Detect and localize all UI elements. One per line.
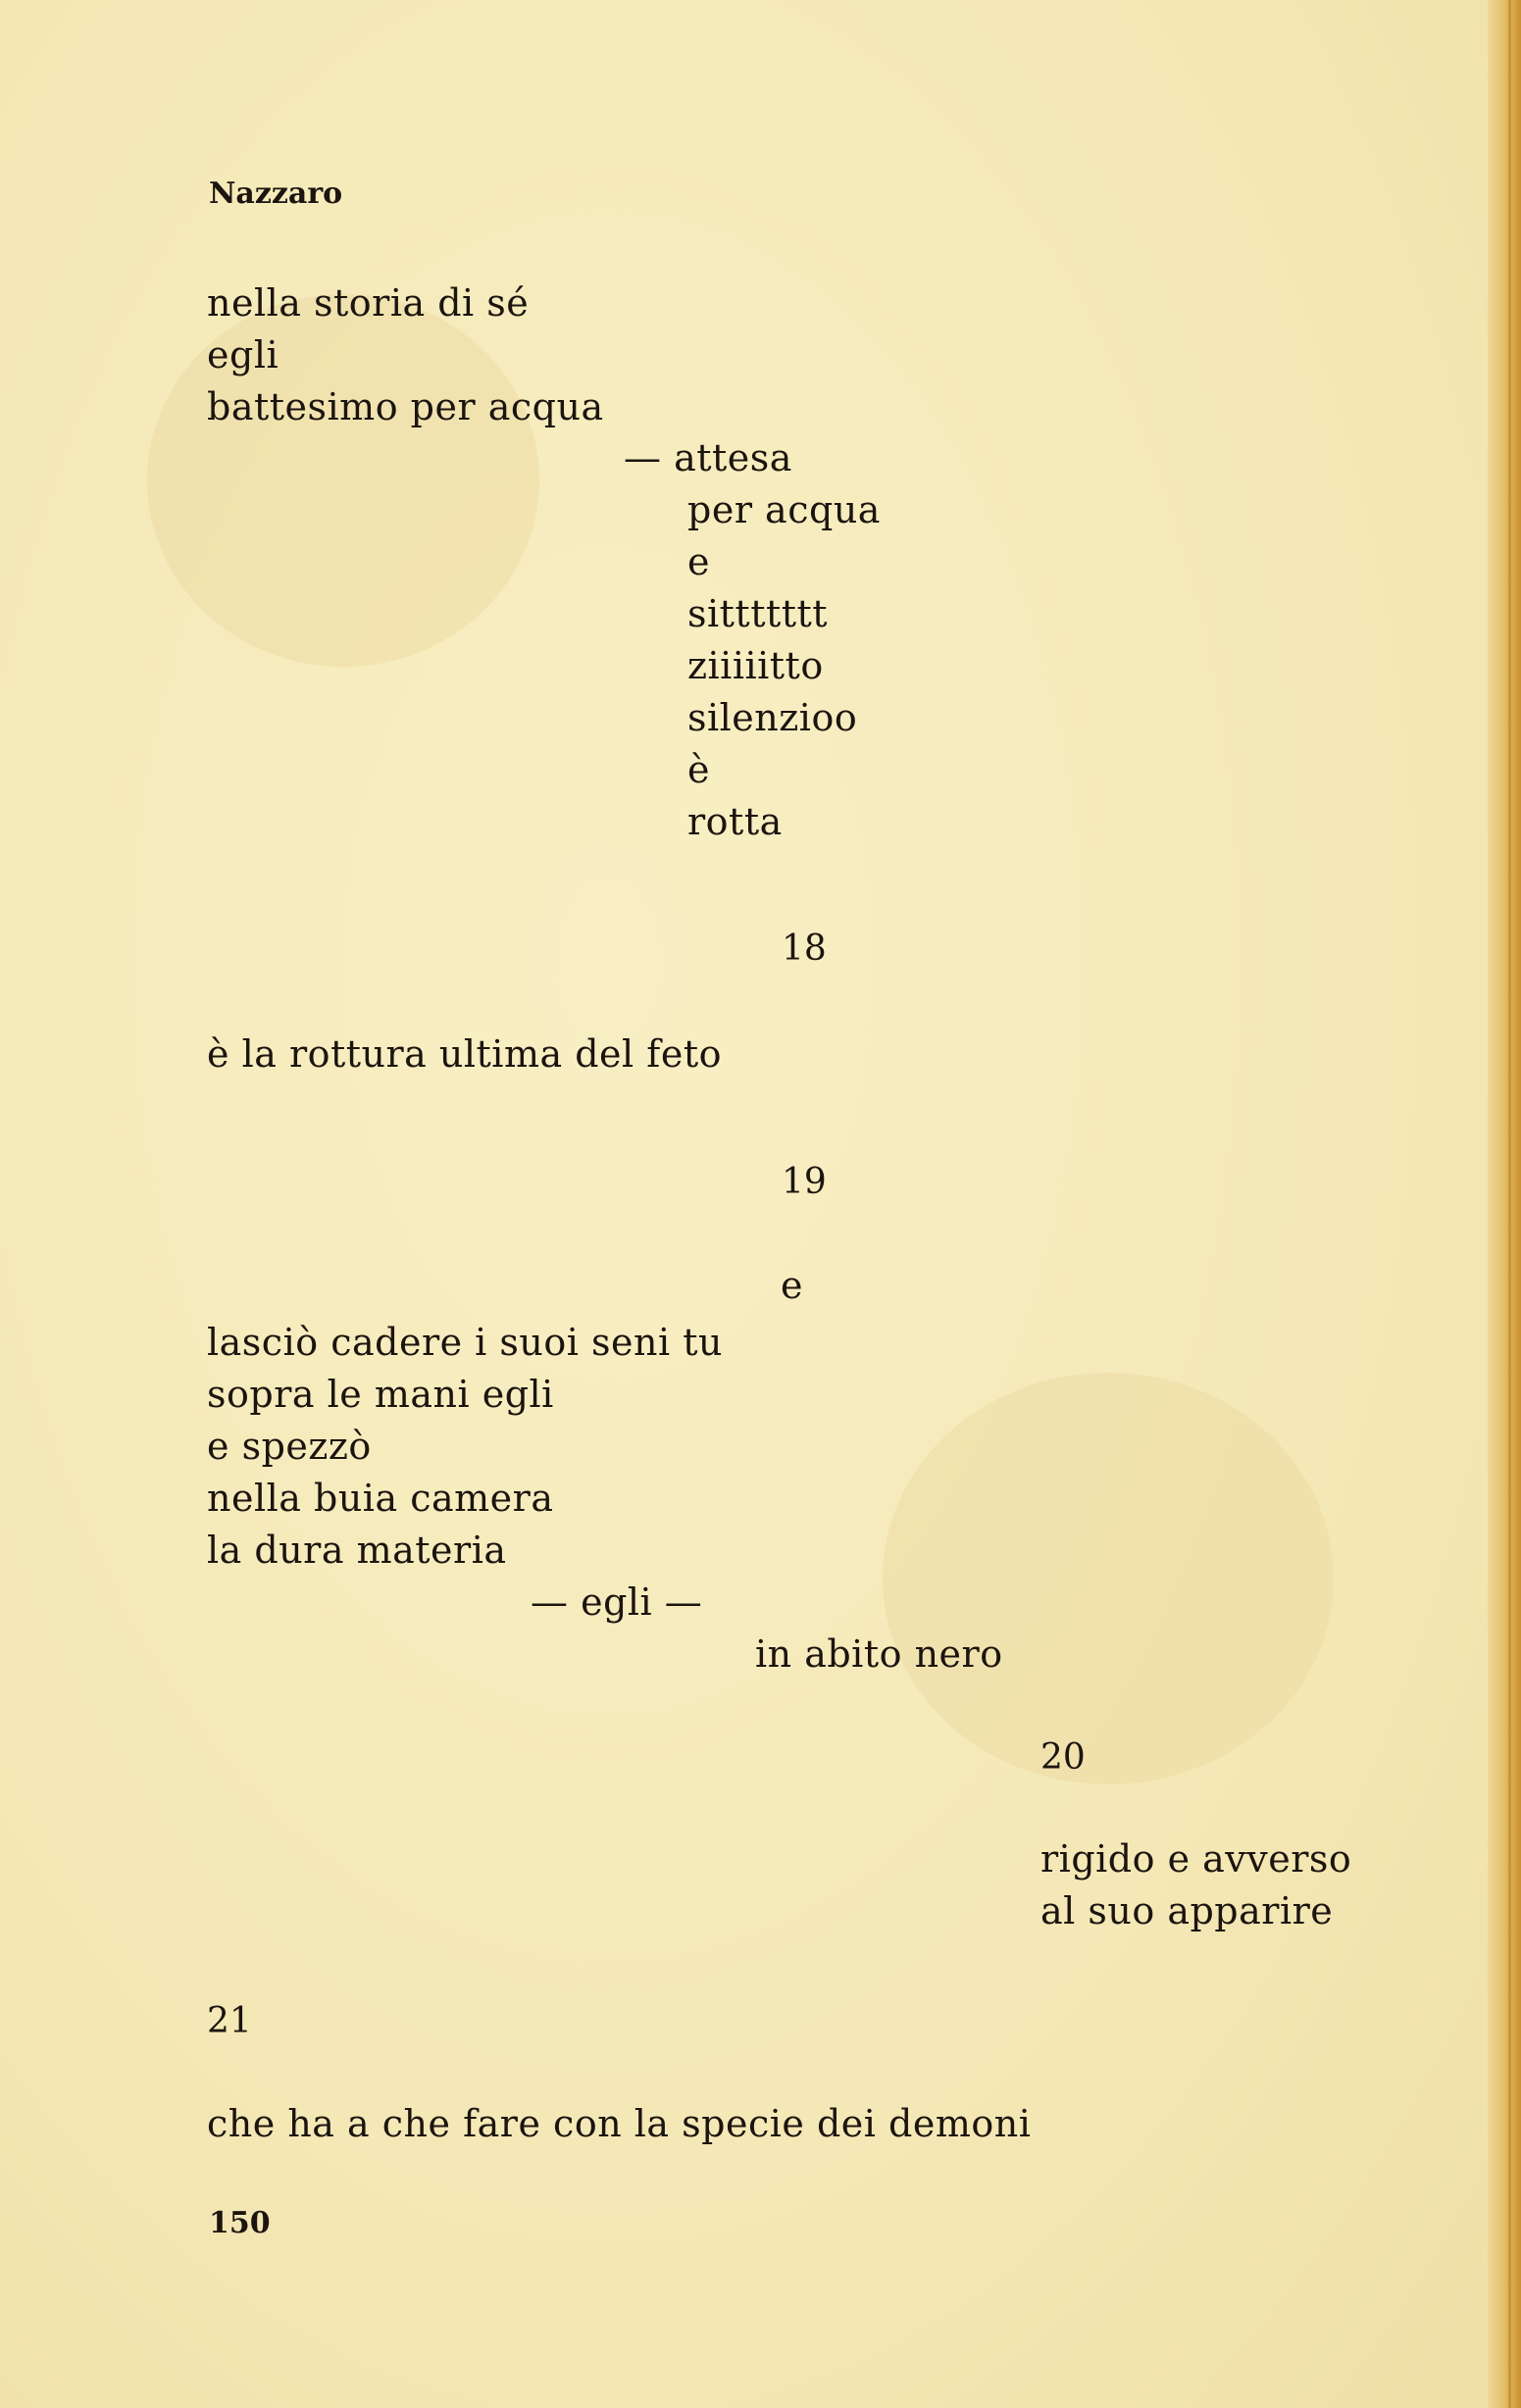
poem-line: e <box>687 540 710 583</box>
paper-stain <box>883 1373 1334 1784</box>
running-header-author: Nazzaro <box>209 176 343 211</box>
section-number: 21 <box>207 2001 252 2041</box>
poem-line: che ha a che fare con la specie dei demoni <box>207 2102 1032 2145</box>
poem-line: ziiiiitto <box>687 644 824 687</box>
poem-line: lasciò cadere i suoi seni tu <box>207 1321 723 1364</box>
poem-line: in abito nero <box>755 1632 1003 1676</box>
poem-line: rotta <box>687 800 783 843</box>
poem-line: sopra le mani egli <box>207 1373 554 1416</box>
section-number: 19 <box>782 1162 827 1202</box>
page-edge <box>1488 0 1521 2408</box>
poem-line: la dura materia <box>207 1529 507 1572</box>
poem-line: per acqua <box>687 488 881 531</box>
poem-line: è la rottura ultima del feto <box>207 1032 722 1076</box>
poem-line: nella buia camera <box>207 1477 554 1520</box>
poem-line: rigido e avverso <box>1040 1837 1352 1881</box>
poem-line: è <box>687 748 710 791</box>
poem-line: al suo apparire <box>1040 1889 1334 1932</box>
poem-line: — egli — <box>531 1580 703 1624</box>
poem-line: e <box>781 1264 803 1307</box>
paper-stain <box>147 294 539 667</box>
poem-line: — attesa <box>624 436 792 479</box>
page-edge-line <box>1508 0 1511 2408</box>
section-number: 20 <box>1040 1737 1086 1778</box>
poem-line: battesimo per acqua <box>207 385 604 428</box>
poem-line: egli <box>207 333 279 376</box>
poem-line: e spezzò <box>207 1425 372 1468</box>
page-number: 150 <box>209 2206 271 2240</box>
poem-line: sittttttt <box>687 592 829 635</box>
poem-line: silenzioo <box>687 696 858 739</box>
section-number: 18 <box>782 928 827 969</box>
poem-line: nella storia di sé <box>207 281 530 325</box>
